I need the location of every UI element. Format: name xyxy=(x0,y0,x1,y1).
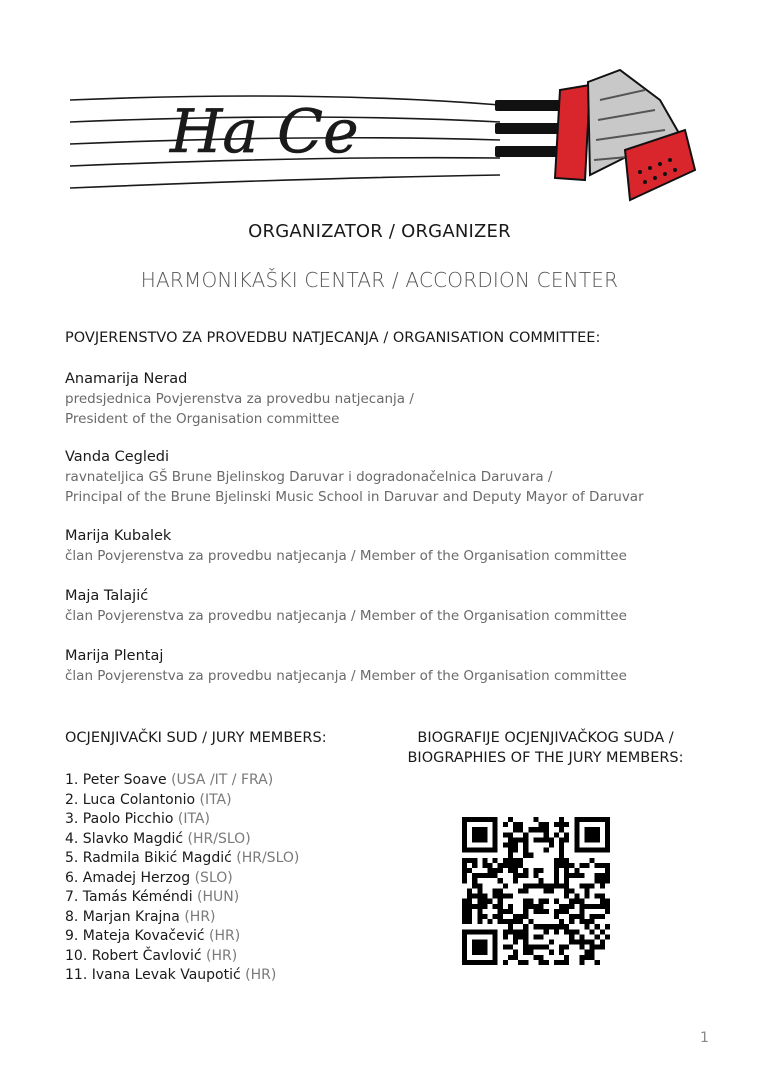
jury-member-name: 1. Peter Soave xyxy=(65,772,167,788)
jury-member-name: 7. Tamás Kéméndi xyxy=(65,889,193,905)
member-role: član Povjerenstva za provedbu natjecanja / Member of the Organisation committee xyxy=(65,668,627,684)
jury-member-name: 6. Amadej Herzog xyxy=(65,869,191,886)
jury-member xyxy=(65,830,299,850)
member-name: Maja Talajić xyxy=(65,588,149,604)
jury-heading: OCJENJIVAČKI SUD / JURY MEMBERS: xyxy=(65,730,327,746)
jury-member-name: 11. Ivana Levak Vaupotić xyxy=(65,967,241,983)
jury-member xyxy=(65,947,299,967)
member-name: Anamarija Nerad xyxy=(65,371,188,387)
member-name: Vanda Cegledi xyxy=(65,449,169,465)
jury-member-name: 4. Slavko Magdić xyxy=(65,830,184,847)
member-role: President of the Organisation committee xyxy=(65,411,340,427)
qr-code-icon[interactable] xyxy=(462,817,610,965)
jury-member-country: (HR) xyxy=(206,947,238,964)
page-number: 1 xyxy=(700,1030,709,1046)
jury-member-name: 8. Marjan Krajna xyxy=(65,908,180,925)
jury-member xyxy=(65,810,299,830)
biographies-heading xyxy=(388,728,703,768)
biographies-heading-line: BIOGRAFIJE OCJENJIVAČKOG SUDA / xyxy=(417,730,674,746)
jury-member xyxy=(65,791,299,811)
member-role: ravnateljica GŠ Brune Bjelinskog Daruvar i dogradonačelnica Daruvara / xyxy=(65,469,553,485)
accordion-icon xyxy=(555,70,695,200)
jury-member xyxy=(65,927,299,947)
biographies-heading-line: BIOGRAPHIES OF THE JURY MEMBERS: xyxy=(407,750,684,766)
jury-member-country: (HR/SLO) xyxy=(187,830,251,847)
jury-member xyxy=(65,771,299,791)
committee-member xyxy=(65,526,745,566)
member-name: Marija Kubalek xyxy=(65,528,172,544)
jury-member-name: 2. Luca Colantonio xyxy=(65,791,196,808)
jury-member xyxy=(65,869,299,889)
jury-member-country: (HR) xyxy=(209,928,241,944)
jury-member-country: (HR) xyxy=(245,967,277,983)
committee-member xyxy=(65,447,745,507)
jury-member-country: (ITA) xyxy=(199,791,232,808)
jury-member-name: 10. Robert Čavlović xyxy=(65,947,202,964)
organizer-name: HARMONIKAŠKI CENTAR / ACCORDION CENTER xyxy=(140,268,619,292)
jury-member xyxy=(65,849,299,869)
jury-member-country: (USA /IT / FRA) xyxy=(171,772,274,788)
jury-member-country: (HR/SLO) xyxy=(236,850,300,866)
jury-member xyxy=(65,966,299,986)
committee-member xyxy=(65,369,745,429)
logo-script-text: Ha Ce xyxy=(170,97,359,167)
committee-member xyxy=(65,646,745,686)
jury-member-country: (SLO) xyxy=(194,869,233,886)
jury-list xyxy=(65,771,299,986)
organizer-heading: ORGANIZATOR / ORGANIZER xyxy=(248,221,511,242)
jury-member-name: 9. Mateja Kovačević xyxy=(65,928,205,944)
jury-member-country: (HR) xyxy=(184,908,216,925)
committee-heading: POVJERENSTVO ZA PROVEDBU NATJECANJA / ORGANISATION COMMITTEE: xyxy=(65,330,601,346)
jury-member xyxy=(65,908,299,928)
member-role: predsjednica Povjerenstva za provedbu natjecanja / xyxy=(65,391,414,407)
jury-member xyxy=(65,888,299,908)
jury-member-country: (HUN) xyxy=(197,889,240,905)
member-role: član Povjerenstva za provedbu natjecanja / Member of the Organisation committee xyxy=(65,548,627,564)
member-role: član Povjerenstva za provedbu natjecanja / Member of the Organisation committee xyxy=(65,608,627,624)
member-role: Principal of the Brune Bjelinski Music School in Daruvar and Deputy Mayor of Daruvar xyxy=(65,489,644,505)
jury-member-country: (ITA) xyxy=(177,811,210,827)
member-name: Marija Plentaj xyxy=(65,648,164,664)
committee-member xyxy=(65,586,745,626)
jury-member-name: 5. Radmila Bikić Magdić xyxy=(65,850,232,866)
ha-ce-logo xyxy=(60,60,710,210)
jury-member-name: 3. Paolo Picchio xyxy=(65,811,174,827)
